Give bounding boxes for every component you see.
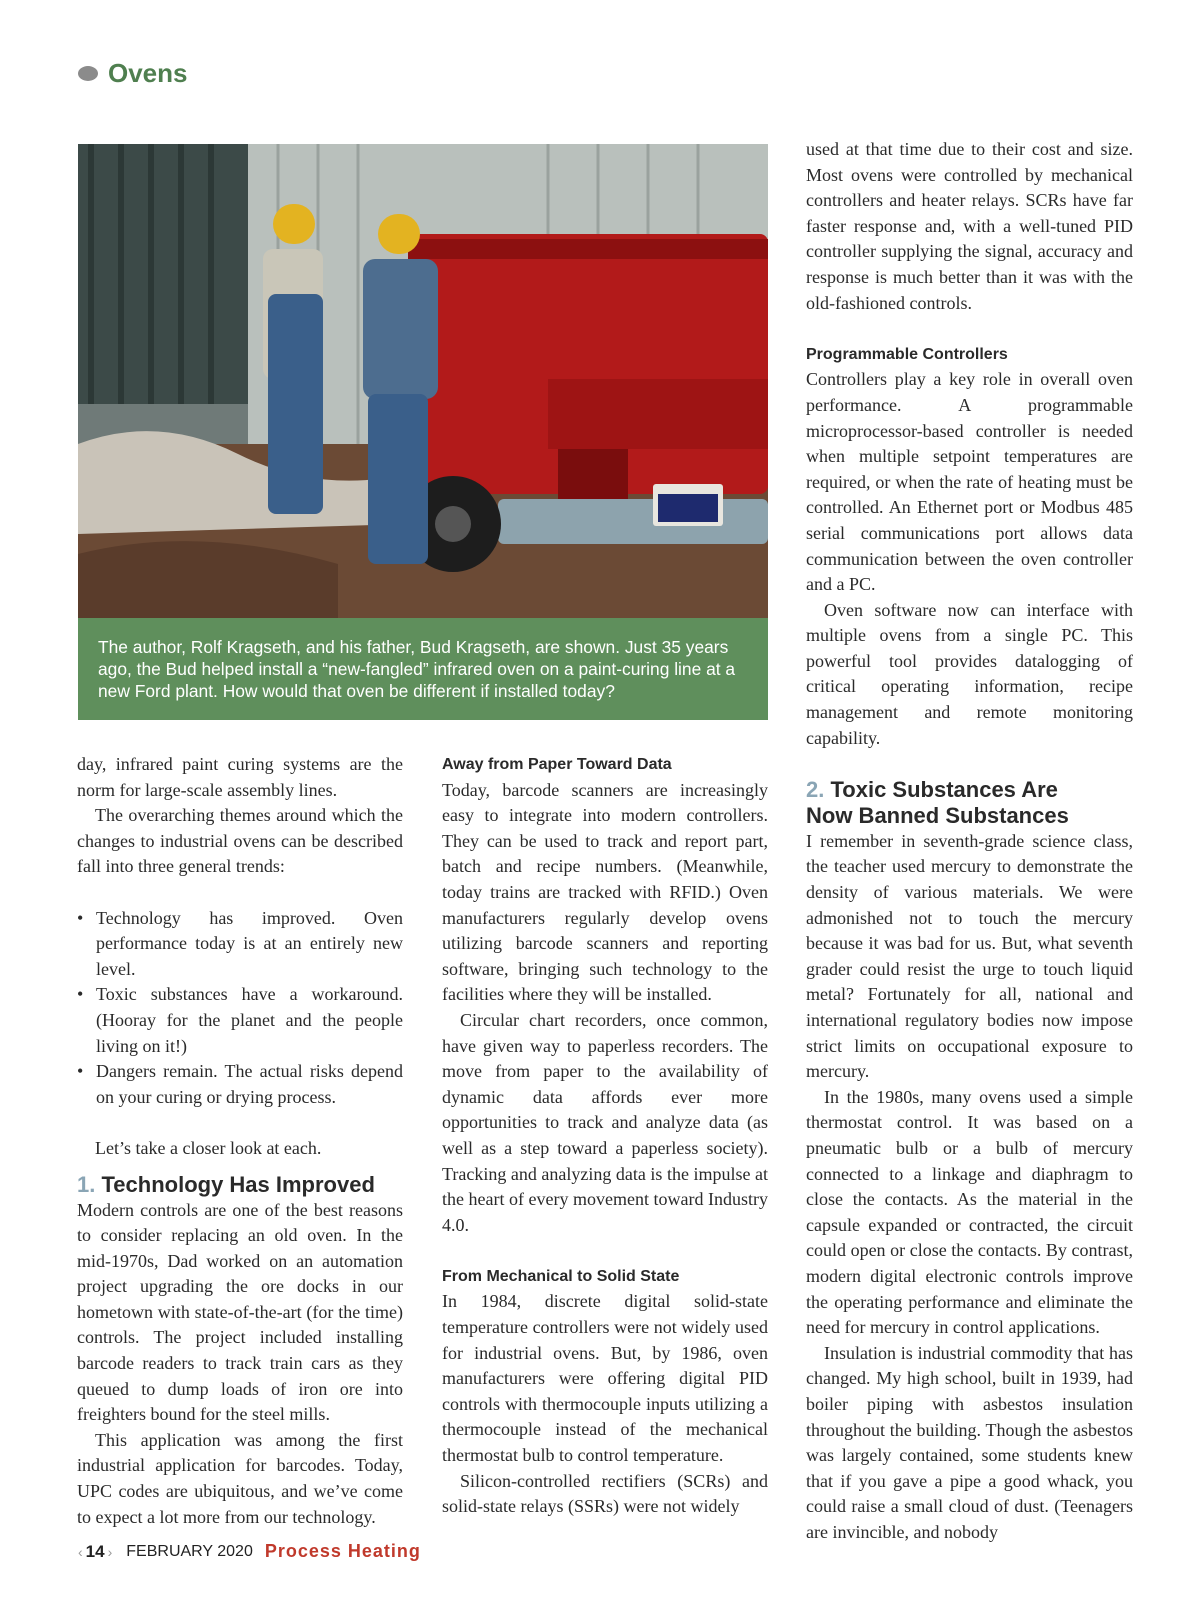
bullet-icon: • bbox=[77, 1061, 84, 1082]
page-footer bbox=[78, 1541, 421, 1562]
bullet-icon: • bbox=[77, 907, 84, 928]
paragraph: This application was among the first industrial application for barcodes. Today, UPC codes are ubiquitous, and we’ve come to expect a lot more from our technology. bbox=[77, 1429, 403, 1527]
left-bracket-icon: ‹ bbox=[78, 1543, 83, 1560]
paragraph: day, infrared paint curing systems are the norm for large-scale assembly lines. bbox=[77, 754, 403, 800]
page-number: 14 bbox=[85, 1541, 105, 1561]
right-bracket-icon: › bbox=[107, 1543, 113, 1560]
publication-name: Process Heating bbox=[264, 1541, 421, 1561]
list-item: • Technology has improved. Oven performance today is at an entirely new level. bbox=[77, 907, 403, 979]
column-right bbox=[806, 137, 1133, 1545]
paragraph: Today, barcode scanners are increasingly easy to integrate into modern controllers. They can be used to track and report part, batch and recipe numbers. (Meanwhile, today trains are tracked with RFID.) Oven manufacturers regularly develop ovens utilizing barcode scanners and reporting software, bringing such technology to the facilities where they will be installed. bbox=[442, 779, 768, 1005]
photo-caption: The author, Rolf Kragseth, and his father, Bud Kragseth, are shown. Just 35 years ago, the Bud helped install a “new-fangled” infrared oven on a paint-curing line at a new Ford plant. How would that oven be different if installed today? bbox=[78, 618, 768, 720]
paragraph: Silicon-controlled rectifiers (SCRs) and solid-state relays (SSRs) were not widely bbox=[442, 1470, 768, 1517]
column-middle bbox=[442, 752, 768, 1520]
trend-list bbox=[77, 906, 403, 1111]
issue-date: FEBRUARY 2020 bbox=[126, 1542, 253, 1560]
paragraph: used at that time due to their cost and size. Most ovens were controlled by mechanical controllers and heater relays. SCRs have far faster response and, with a well-tuned PID controller supplying the signal, accuracy and response is much better than it was with the old-fashioned controls. bbox=[806, 139, 1133, 313]
paragraph: I remember in seventh-grade science class, the teacher used mercury to demonstrate the density of various materials. We were admonished not to touch the mercury because it was bad for us. But, what seventh grader could resist the urge to touch liquid metal? Fortunately for all, national and international regulatory bodies now impose strict limits on occupational exposure to mercury. bbox=[806, 830, 1133, 1082]
article-photo bbox=[78, 144, 768, 618]
bullet-icon: • bbox=[77, 984, 84, 1005]
section-tag bbox=[78, 58, 188, 89]
paragraph: Oven software now can interface with multiple ovens from a single PC. This powerful tool provides datalogging of critical operating information, recipe management and remote monitoring capability. bbox=[806, 599, 1133, 748]
paragraph: The overarching themes around which the changes to industrial ovens can be described fall into three general trends: bbox=[77, 805, 403, 877]
paragraph: Insulation is industrial commodity that has changed. My high school, built in 1939, had boiler piping with asbestos insulation throughout the building. Though the asbestos was largely contained, some students knew that if you gave a pipe a good whack, you could raise a small cloud of dust. (Teenagers are invincible, and nobody bbox=[806, 1342, 1133, 1542]
subheading: From Mechanical to Solid State bbox=[442, 1267, 680, 1285]
list-item: • Dangers remain. The actual risks depend on your curing or drying process. bbox=[77, 1061, 403, 1107]
paragraph: In the 1980s, many ovens used a simple thermostat control. It was based on a pneumatic bulb or a bulb of mercury connected to a linkage and diaphragm to close the contacts. As the material in the capsule expanded or contracted, the circuit could open or close the contacts. By contrast, modern digital electronic controls improve the operating performance and eliminate the need for mercury in control applications. bbox=[806, 1086, 1133, 1338]
section-heading-1: 1. Technology Has Improved bbox=[77, 1171, 375, 1197]
bullet-dot-icon bbox=[78, 66, 98, 81]
paragraph: Controllers play a key role in overall oven performance. A programmable microprocessor-based controller is needed when multiple setpoint temperatures are required, or when the rate of heating must be controlled. An Ethernet port or Modbus 485 serial communications port allows data communication between the oven controller and a PC. bbox=[806, 369, 1133, 595]
subheading: Away from Paper Toward Data bbox=[442, 756, 672, 773]
paragraph: Let’s take a closer look at each. bbox=[95, 1137, 322, 1158]
column-left bbox=[77, 752, 403, 1530]
paragraph: Circular chart recorders, once common, have given way to paperless recorders. The move from paper to the availability of dynamic data affords ever more opportunities to track and analyze data (as well as a step toward a paperless society). Tracking and analyzing data is the impulse at the heart of every movement toward Industry 4.0. bbox=[442, 1009, 768, 1235]
paragraph: In 1984, discrete digital solid-state temperature controllers were not widely used for industrial ovens. But, by 1986, oven manufacturers were offering digital PID controls with thermocouple inputs utilizing a thermocouple instead of the mechanical thermostat bulb to control temperature. bbox=[442, 1291, 768, 1466]
subheading: Programmable Controllers bbox=[806, 345, 1008, 363]
section-heading-2: 2. Toxic Substances Are Now Banned Substances bbox=[806, 776, 1069, 828]
paragraph: Modern controls are one of the best reasons to consider replacing an old oven. In the mid-1970s, Dad worked on an automation project upgrading the ore docks in our hometown with state-of-the-art (for the time) controls. The project included installing barcode readers to track train cars as they queued to dump loads of iron ore into freighters bound for the steel mills. bbox=[77, 1199, 403, 1425]
section-title: Ovens bbox=[108, 58, 188, 88]
list-item: • Toxic substances have a workaround. (Hooray for the planet and the people living on it!) bbox=[77, 984, 403, 1056]
